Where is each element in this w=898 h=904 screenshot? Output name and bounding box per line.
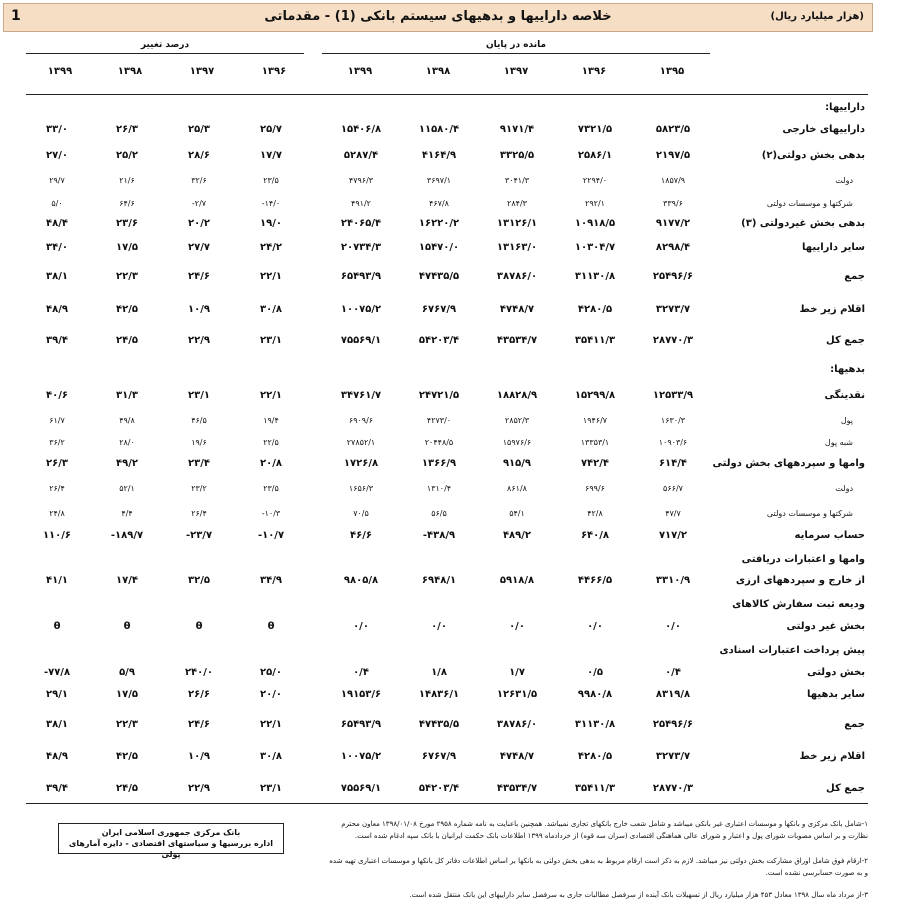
balance-cell: ۷۴۲/۴ xyxy=(580,458,610,469)
unit-label: (هزار میلیارد ریال) xyxy=(770,11,864,22)
balance-cell: ۱۳۳۵۳/۱ xyxy=(580,438,610,447)
balance-cell: ۷۱۷/۲ xyxy=(658,530,688,541)
change-cell: ۱۰/۹ xyxy=(188,751,210,762)
table-row xyxy=(0,122,898,140)
change-cell: ۱۰/۹ xyxy=(188,304,210,315)
balance-cell: ۲۰۴۴۸/۵ xyxy=(424,438,454,447)
balance-cell: ۱۵۹۷۶/۶ xyxy=(502,438,532,447)
balance-cell: ۰/۴ xyxy=(353,667,369,678)
balance-cell: ۲۴۰۶۵/۴ xyxy=(340,218,382,229)
change-cell: ۲۷/۰ xyxy=(46,150,68,161)
balance-cell: ۰/۰ xyxy=(665,621,681,632)
balance-cell: ۴۲۷۳/۰ xyxy=(426,416,452,425)
change-cell: ۲۵/۳ xyxy=(188,124,210,135)
balance-cell: ۶۹۹/۶ xyxy=(585,484,605,493)
row-label: جمع xyxy=(844,271,865,282)
balance-cell: ۱۸۸۲۸/۹ xyxy=(496,390,538,401)
table-row xyxy=(0,362,898,380)
balance-cell: ۱۲۶۳۱/۵ xyxy=(496,689,538,700)
balance-cell: ۵۴/۱ xyxy=(509,509,525,518)
balance-cell: ۴۳۵۳۴/۷ xyxy=(496,335,538,346)
balance-cell: ۹۱۷۱/۴ xyxy=(499,124,535,135)
change-cell: -۱۸۹/۷ xyxy=(110,530,144,541)
row-label: بخش دولتی xyxy=(807,667,865,678)
balance-cell: ۶۵۴۹۳/۹ xyxy=(340,271,382,282)
change-cell: ۳۹/۴ xyxy=(46,783,68,794)
balance-cell: ۹۸۰۵/۸ xyxy=(343,575,379,586)
balance-cell: ۶۵۴۹۳/۹ xyxy=(340,719,382,730)
change-cell: ۴۰/۶ xyxy=(46,390,68,401)
balance-cell: ۱۹۱۵۳/۶ xyxy=(340,689,382,700)
balance-cell: ۳۸۷۸۶/۰ xyxy=(496,719,538,730)
change-cell: ۴۸/۹ xyxy=(46,751,68,762)
balance-cell: ۴۶/۶ xyxy=(350,530,372,541)
row-label: دولت xyxy=(835,484,853,493)
balance-cell: ۳۸۷۸۶/۰ xyxy=(496,271,538,282)
table-row xyxy=(0,148,898,166)
balance-cell: ۷۳۲۱/۵ xyxy=(577,124,613,135)
table-row xyxy=(0,172,898,190)
year-header: ۱۳۹۷ xyxy=(503,66,529,77)
row-label: از خارج و سپردههای ارزی xyxy=(735,575,865,586)
balance-cell: ۲۸۷۷۰/۳ xyxy=(652,335,694,346)
balance-cell: ۴۶۷/۸ xyxy=(429,199,449,208)
row-label: بدهی بخش غیردولتی (۳) xyxy=(741,218,865,229)
footnote-3: ۳-از مرداد ماه سال ۱۳۹۸ معادل ۴۵۳ هزار میلیارد ریال از تسهیلات بانک آینده از سرفصل مطالبات جاری به سرفصل سایر داراییهای این بانک منتقل شده است. xyxy=(409,891,868,899)
balance-cell: ۹۱۷۷/۲ xyxy=(655,218,691,229)
change-cell: ۴۹/۸ xyxy=(119,416,135,425)
row-label: سایر بدهیها xyxy=(807,689,865,700)
balance-cell: ۶۱۴/۴ xyxy=(658,458,688,469)
table-row xyxy=(0,643,898,661)
year-header: ۱۳۹۹ xyxy=(47,66,73,77)
change-cell: ۲۳/۵ xyxy=(263,176,279,185)
footnote-2: ۲-ارقام فوق شامل اوراق مشارکت بخش دولتی نیز میباشد. لازم به ذکر است ارقام مربوط به بدهی بخش دولتی به بانکها بر اساس اطلاعات دفاتر کل بانکها و موسسات اعتباری تهیه شده و به صورت حسابرسی نشده است. xyxy=(329,857,868,877)
change-cell: ۲۹/۷ xyxy=(49,176,65,185)
balance-cell: ۱۶۳۰/۳ xyxy=(660,416,686,425)
publisher-box xyxy=(58,823,284,859)
row-label: اقلام زیر خط xyxy=(799,304,865,315)
balance-cell: ۱۱۵۸۰/۴ xyxy=(418,124,460,135)
balance-cell: ۰/۰ xyxy=(353,621,369,632)
change-cell: ۲۴/۵ xyxy=(116,335,138,346)
balance-cell: ۸۶۱/۸ xyxy=(507,484,527,493)
change-cell: ۳۸/۱ xyxy=(46,271,68,282)
change-cell: ۲۵/۰ xyxy=(260,667,282,678)
table-row xyxy=(0,100,898,118)
change-cell: ۲۶/۶ xyxy=(188,689,210,700)
change-cell: ۶۴/۶ xyxy=(119,199,135,208)
change-cell: ۵/۹ xyxy=(119,667,135,678)
change-cell: θ xyxy=(267,621,275,632)
balance-cell: ۹۹۸۰/۸ xyxy=(577,689,613,700)
change-cell: ۴۱/۱ xyxy=(46,575,68,586)
balance-cell: ۱۰۰۷۵/۲ xyxy=(340,304,382,315)
change-cell: ۲۲/۹ xyxy=(188,335,210,346)
row-label: اقلام زیر خط xyxy=(799,751,865,762)
year-header: ۱۳۹۹ xyxy=(347,66,373,77)
change-cell: ۲۳/۲ xyxy=(191,484,207,493)
balance-cell: ۹۱۵/۹ xyxy=(502,458,532,469)
report-header xyxy=(3,3,873,32)
row-label: شبه پول xyxy=(824,438,853,447)
table-row xyxy=(0,528,898,546)
balance-cell: ۳۳۲۵/۵ xyxy=(499,150,535,161)
table-row xyxy=(0,749,898,767)
change-cell: ۲۴۰/۰ xyxy=(184,667,214,678)
change-cell: -۱۴/۰ xyxy=(261,199,281,208)
change-cell: θ xyxy=(53,621,61,632)
group-header-balance: مانده در پایان xyxy=(485,40,547,50)
row-label: حساب سرمایه xyxy=(794,530,865,541)
balance-cell: ۱۲۵۳۳/۹ xyxy=(652,390,694,401)
row-label: جمع کل xyxy=(826,783,865,794)
balance-cell: ۱۹۴۶/۷ xyxy=(582,416,608,425)
balance-cell: ۱۳۱۶۳/۰ xyxy=(496,242,538,253)
change-cell: ۴۹/۲ xyxy=(116,458,138,469)
year-header: ۱۳۹۸ xyxy=(117,66,143,77)
row-label: بخش غیر دولتی xyxy=(786,621,865,632)
table-row xyxy=(0,302,898,320)
balance-cell: -۴۳۸/۹ xyxy=(422,530,456,541)
balance-cell: ۵۶۶/۷ xyxy=(663,484,683,493)
balance-cell: ۲۴۷۲۱/۵ xyxy=(418,390,460,401)
row-label: شرکتها و موسسات دولتی xyxy=(766,199,853,208)
year-header: ۱۳۹۸ xyxy=(425,66,451,77)
balance-cell: ۳۰۴۱/۳ xyxy=(504,176,530,185)
balance-cell: ۲۵۴۹۶/۶ xyxy=(652,719,694,730)
row-label: شرکتها و موسسات دولتی xyxy=(766,509,853,518)
table-row xyxy=(0,665,898,683)
balance-cell: ۲۲۹۴/۰ xyxy=(582,176,608,185)
balance-cell: ۲۰۷۳۴/۳ xyxy=(340,242,382,253)
group-rule-balance xyxy=(322,53,710,54)
balance-cell: ۲۷۸۵۲/۱ xyxy=(346,438,376,447)
row-label: پول xyxy=(840,416,853,425)
change-cell: ۲۸/۶ xyxy=(188,150,210,161)
year-header: ۱۳۹۶ xyxy=(261,66,287,77)
balance-cell: ۴۱۶۴/۹ xyxy=(421,150,457,161)
balance-cell: ۱۳۶۶/۹ xyxy=(421,458,457,469)
balance-cell: ۵۲۸۷/۴ xyxy=(343,150,379,161)
table-row xyxy=(0,687,898,705)
balance-cell: ۱۵۲۹۹/۸ xyxy=(574,390,616,401)
balance-cell: ۵۴۲۰۳/۴ xyxy=(418,335,460,346)
change-cell: ۴۸/۴ xyxy=(46,218,68,229)
change-cell: ۳۸/۱ xyxy=(46,719,68,730)
change-cell: ۳۶/۲ xyxy=(49,438,65,447)
table-row xyxy=(0,333,898,351)
balance-cell: ۱۳۱۰/۴ xyxy=(426,484,452,493)
change-cell: ۲۵/۲ xyxy=(116,150,138,161)
balance-cell: ۳۶۹۷/۱ xyxy=(426,176,452,185)
balance-cell: ۴۲/۸ xyxy=(587,509,603,518)
change-cell: ۲۷/۷ xyxy=(188,242,210,253)
group-rule-change xyxy=(26,53,304,54)
balance-cell: ۴۳۵۳۴/۷ xyxy=(496,783,538,794)
balance-cell: ۷۰/۵ xyxy=(353,509,369,518)
balance-cell: ۳۲۷۳/۷ xyxy=(655,304,691,315)
balance-cell: ۴۲۸۰/۵ xyxy=(577,751,613,762)
change-cell: ۲۲/۱ xyxy=(260,271,282,282)
balance-cell: ۴۷/۷ xyxy=(665,509,681,518)
year-header: ۱۳۹۷ xyxy=(189,66,215,77)
change-cell: ۱۹/۰ xyxy=(260,218,282,229)
change-cell: -۱۰/۷ xyxy=(257,530,285,541)
change-cell: ۲۲/۱ xyxy=(260,390,282,401)
balance-cell: ۴۲۸۰/۵ xyxy=(577,304,613,315)
balance-cell: ۱۵۴۷۰/۰ xyxy=(418,242,460,253)
balance-cell: ۳۴۷۶۱/۷ xyxy=(340,390,382,401)
change-cell: ۲۳/۵ xyxy=(263,484,279,493)
balance-cell: ۵۸۲۳/۵ xyxy=(655,124,691,135)
balance-cell: ۳۱۱۳۰/۸ xyxy=(574,271,616,282)
balance-cell: ۱۳۱۲۶/۱ xyxy=(496,218,538,229)
balance-cell: ۴۷۹۶/۳ xyxy=(348,176,374,185)
change-cell: ۲۶/۳ xyxy=(46,458,68,469)
change-cell: ۲۱/۶ xyxy=(119,176,135,185)
balance-cell: ۱۴۸۳۶/۱ xyxy=(418,689,460,700)
balance-cell: ۲۸۷۷۰/۳ xyxy=(652,783,694,794)
change-cell: ۲۰/۰ xyxy=(260,689,282,700)
change-cell: ۳۲/۶ xyxy=(191,176,207,185)
balance-cell: ۱/۸ xyxy=(431,667,447,678)
row-label: بدهیها: xyxy=(830,364,865,375)
change-cell: ۳۰/۸ xyxy=(260,304,282,315)
row-label: جمع xyxy=(844,719,865,730)
change-cell: ۴۲/۵ xyxy=(116,751,138,762)
change-cell: ۳۲/۵ xyxy=(188,575,210,586)
header-rule xyxy=(26,94,868,95)
year-header: ۱۳۹۵ xyxy=(659,66,685,77)
balance-cell: ۲۸۴/۳ xyxy=(507,199,527,208)
change-cell: ۳۳/۰ xyxy=(46,124,68,135)
change-cell: ۲۳/۱ xyxy=(260,783,282,794)
change-cell: ۳۴/۹ xyxy=(260,575,282,586)
change-cell: ۱۷/۷ xyxy=(260,150,282,161)
table-row xyxy=(0,195,898,213)
balance-cell: ۰/۰ xyxy=(587,621,603,632)
change-cell: θ xyxy=(123,621,131,632)
change-cell: ۲۴/۶ xyxy=(188,719,210,730)
change-cell: ۳۹/۴ xyxy=(46,335,68,346)
balance-cell: ۲۸۵۲/۳ xyxy=(504,416,530,425)
change-cell: ۲۴/۲ xyxy=(260,242,282,253)
balance-cell: ۲۱۹۷/۵ xyxy=(655,150,691,161)
balance-cell: ۸۳۱۹/۸ xyxy=(655,689,691,700)
change-cell: ۵۲/۱ xyxy=(119,484,135,493)
balance-cell: ۸۲۹۸/۴ xyxy=(655,242,691,253)
change-cell: ۲۳/۱ xyxy=(260,335,282,346)
row-label: پیش پرداخت اعتبارات اسنادی xyxy=(719,645,865,656)
change-cell: ۱۹/۴ xyxy=(263,416,279,425)
change-cell: ۲۲/۳ xyxy=(116,271,138,282)
row-label: وامها و اعتبارات دریافتی xyxy=(741,554,865,565)
balance-cell: ۰/۰ xyxy=(431,621,447,632)
table-row xyxy=(0,781,898,799)
balance-cell: ۵۴۲۰۳/۴ xyxy=(418,783,460,794)
change-cell: ۶۱/۷ xyxy=(49,416,65,425)
change-cell: ۳۰/۸ xyxy=(260,751,282,762)
change-cell: ۲۴/۸ xyxy=(49,509,65,518)
row-label: وامها و سپردههای بخش دولتی xyxy=(712,458,865,469)
balance-cell: ۳۲۷۳/۷ xyxy=(655,751,691,762)
balance-cell: ۰/۴ xyxy=(665,667,681,678)
change-cell: ۲۲/۹ xyxy=(188,783,210,794)
change-cell: ۲۲/۳ xyxy=(116,719,138,730)
change-cell: ۴۸/۹ xyxy=(46,304,68,315)
table-row xyxy=(0,240,898,258)
change-cell: ۲۹/۱ xyxy=(46,689,68,700)
balance-cell: ۱/۷ xyxy=(509,667,525,678)
balance-cell: ۱۷۲۶/۸ xyxy=(343,458,379,469)
balance-cell: ۶۹۴۸/۱ xyxy=(421,575,457,586)
balance-cell: ۰/۰ xyxy=(509,621,525,632)
row-label: دولت xyxy=(835,176,853,185)
change-cell: ۳۱/۳ xyxy=(116,390,138,401)
table-row xyxy=(0,434,898,452)
change-cell: -۷۷/۸ xyxy=(43,667,71,678)
change-cell: ۲۳/۴ xyxy=(188,458,210,469)
balance-cell: ۵۹۱۸/۸ xyxy=(499,575,535,586)
balance-cell: ۶۴۰/۸ xyxy=(580,530,610,541)
balance-cell: ۴۹۱/۲ xyxy=(351,199,371,208)
balance-cell: ۳۱۱۳۰/۸ xyxy=(574,719,616,730)
change-cell: ۲۴/۵ xyxy=(116,783,138,794)
balance-cell: ۰/۵ xyxy=(587,667,603,678)
table-row xyxy=(0,412,898,430)
row-label: بدهی بخش دولتی(۲) xyxy=(761,150,865,161)
balance-cell: ۱۶۲۲۰/۲ xyxy=(418,218,460,229)
change-cell: ۲۶/۳ xyxy=(116,124,138,135)
change-cell: ۱۱۰/۶ xyxy=(42,530,72,541)
balance-cell: ۴۷۴۸/۷ xyxy=(499,304,535,315)
table-bottom-rule xyxy=(26,803,868,804)
table-row xyxy=(0,619,898,637)
balance-cell: ۴۷۴۳۵/۵ xyxy=(418,271,460,282)
row-label: سایر داراییها xyxy=(802,242,865,253)
table-row xyxy=(0,269,898,287)
footnote-1: ۱-شامل بانک مرکزی و بانکها و موسسات اعتباری غیر بانکی میباشد و شامل شعب خارج بانکهای تجاری نمیباشد. همچنین باعنایت به نامه شماره ۲۹۵۸ مورخ ۱۳۹۸/۰۱/۰۸ معاون محترم نظارت و بر اساس مصوبات شورای پول و اعتبار و شورای عالی هماهنگی اقتصادی (سران سه قوه) از خردادماه ۱۳۹۹ اطلاعات بانک حکمت ایرانیان با بانک سپه ادغام شده است. xyxy=(341,820,868,840)
row-label: داراییها: xyxy=(825,102,865,113)
balance-cell: ۶۹۰۹/۶ xyxy=(348,416,374,425)
balance-cell: ۴۷۴۸/۷ xyxy=(499,751,535,762)
change-cell: ۲۰/۸ xyxy=(260,458,282,469)
change-cell: ۲۶/۴ xyxy=(49,484,65,493)
change-cell: ۱۷/۴ xyxy=(116,575,138,586)
change-cell: ۵/۰ xyxy=(51,199,63,208)
change-cell: -۲/۷ xyxy=(191,199,207,208)
page-title: خلاصه داراییها و بدهیهای سیستم بانکی (1) - مقدماتی xyxy=(264,9,612,24)
balance-cell: ۲۵۸۶/۱ xyxy=(577,150,613,161)
change-cell: ۲۸/۰ xyxy=(119,438,135,447)
table-row xyxy=(0,388,898,406)
change-cell: ۲۴/۶ xyxy=(188,271,210,282)
balance-cell: ۶۷۶۷/۹ xyxy=(421,751,457,762)
year-header: ۱۳۹۶ xyxy=(581,66,607,77)
balance-cell: ۱۰۰۷۵/۲ xyxy=(340,751,382,762)
change-cell: ۱۷/۵ xyxy=(116,242,138,253)
balance-cell: ۱۵۴۰۶/۸ xyxy=(340,124,382,135)
row-label: جمع کل xyxy=(826,335,865,346)
change-cell: ۱۹/۶ xyxy=(191,438,207,447)
balance-cell: ۳۵۴۱۱/۳ xyxy=(574,335,616,346)
balance-cell: ۴۸۹/۲ xyxy=(502,530,532,541)
change-cell: ۲۲/۵ xyxy=(263,438,279,447)
change-cell: ۱۷/۵ xyxy=(116,689,138,700)
balance-cell: ۱۸۵۷/۹ xyxy=(660,176,686,185)
change-cell: ۲۵/۷ xyxy=(260,124,282,135)
department-name: اداره بررسیها و سیاستهای اقتصادی - دایره آمارهای پولی xyxy=(69,839,273,859)
balance-cell: ۵۶/۵ xyxy=(431,509,447,518)
balance-cell: ۴۴۶۶/۵ xyxy=(577,575,613,586)
balance-cell: ۷۵۵۶۹/۱ xyxy=(340,335,382,346)
balance-cell: ۷۵۵۶۹/۱ xyxy=(340,783,382,794)
change-cell: ۴۲/۵ xyxy=(116,304,138,315)
change-cell: ۲۳/۶ xyxy=(116,218,138,229)
balance-cell: ۶۷۶۷/۹ xyxy=(421,304,457,315)
balance-cell: ۱۰۹۰۳/۶ xyxy=(658,438,688,447)
change-cell: -۱۰/۳ xyxy=(261,509,281,518)
change-cell: θ xyxy=(195,621,203,632)
group-header-change: درصد تغییر xyxy=(140,40,190,50)
balance-cell: ۳۵۴۱۱/۳ xyxy=(574,783,616,794)
table-row xyxy=(0,480,898,498)
change-cell: ۲۲/۱ xyxy=(260,719,282,730)
change-cell: ۲۳/۱ xyxy=(188,390,210,401)
table-row xyxy=(0,573,898,591)
balance-cell: ۱۰۹۱۸/۵ xyxy=(574,218,616,229)
balance-cell: ۱۰۳۰۴/۷ xyxy=(574,242,616,253)
table-row xyxy=(0,552,898,570)
change-cell: -۲۳/۷ xyxy=(185,530,213,541)
row-label: ودیعه ثبت سفارش کالاهای xyxy=(732,599,865,610)
change-cell: ۴۶/۵ xyxy=(191,416,207,425)
table-row xyxy=(0,216,898,234)
balance-cell: ۳۳۹/۶ xyxy=(663,199,683,208)
change-cell: ۴/۴ xyxy=(121,509,133,518)
publisher-name: بانک مرکزی جمهوری اسلامی ایران xyxy=(101,828,241,837)
balance-cell: ۴۷۴۳۵/۵ xyxy=(418,719,460,730)
change-cell: ۲۶/۴ xyxy=(191,509,207,518)
balance-cell: ۱۶۵۶/۳ xyxy=(348,484,374,493)
page-number: 1 xyxy=(11,8,21,24)
table-row xyxy=(0,717,898,735)
row-label: نقدینگی xyxy=(824,390,865,401)
balance-cell: ۳۳۱۰/۹ xyxy=(655,575,691,586)
balance-cell: ۲۵۴۹۶/۶ xyxy=(652,271,694,282)
row-label: داراییهای خارجی xyxy=(782,124,865,135)
table-row xyxy=(0,505,898,523)
change-cell: ۲۰/۲ xyxy=(188,218,210,229)
balance-cell: ۲۹۲/۱ xyxy=(585,199,605,208)
table-row xyxy=(0,456,898,474)
table-row xyxy=(0,597,898,615)
change-cell: ۳۴/۰ xyxy=(46,242,68,253)
